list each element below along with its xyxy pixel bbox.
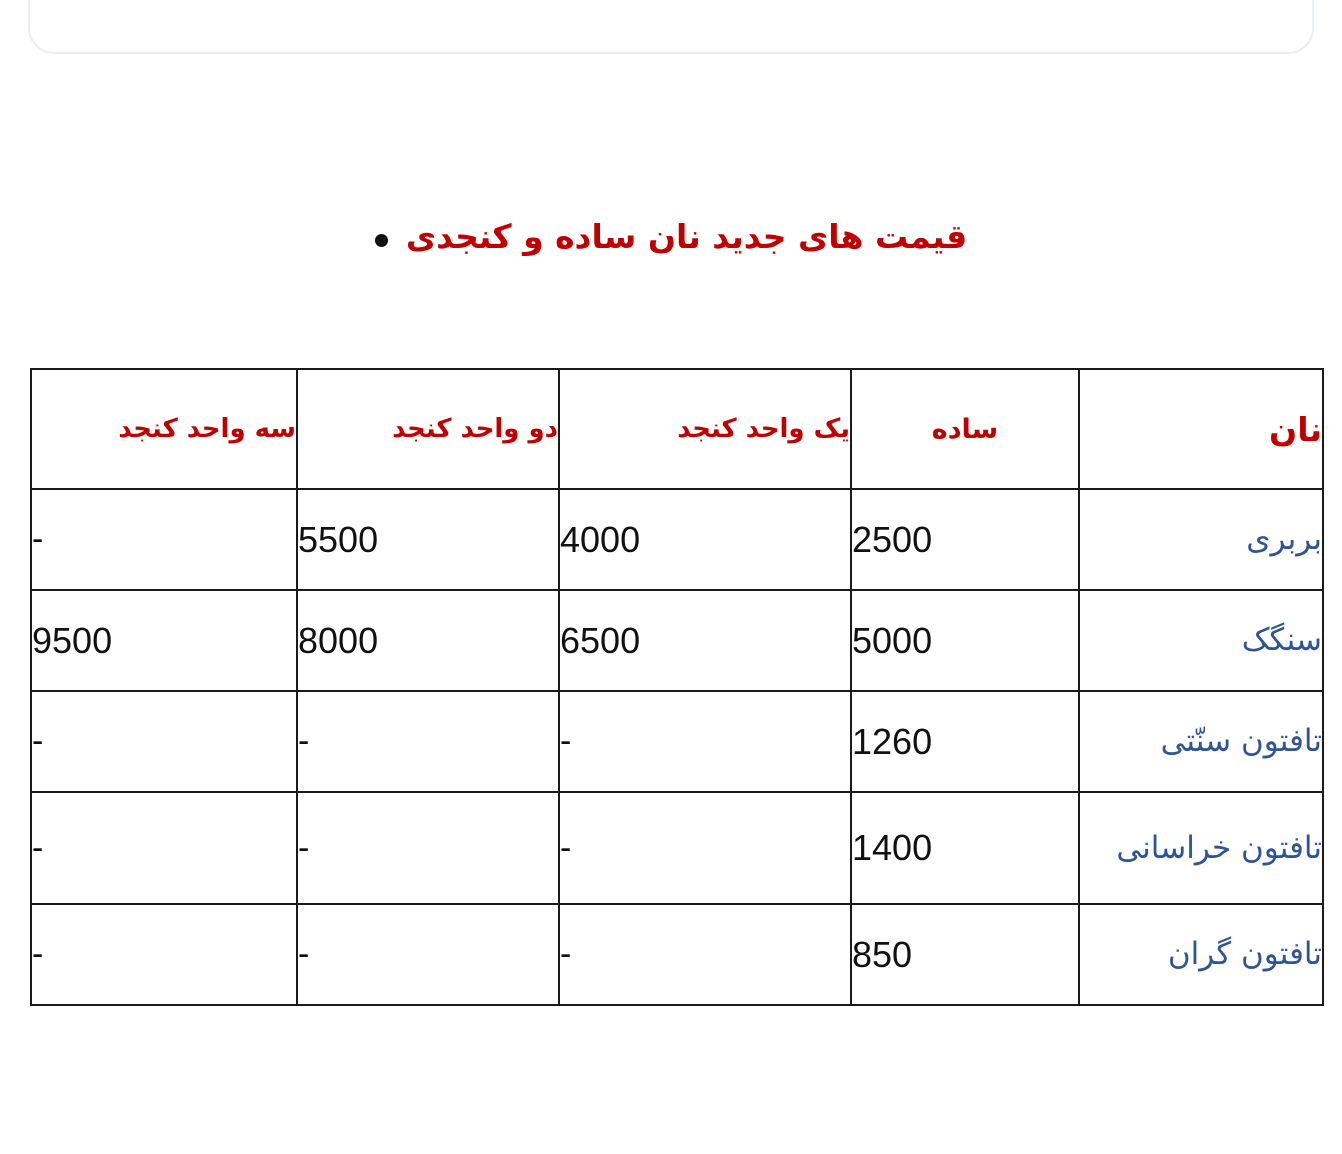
cell-plain-price: 1400 xyxy=(851,792,1079,904)
cell-plain-price: 1260 xyxy=(851,691,1079,792)
cell-two-unit-price: 8000 xyxy=(297,590,559,691)
table-row xyxy=(31,590,1323,691)
cell-two-unit-price: - xyxy=(297,691,559,792)
cell-three-unit-price: - xyxy=(31,691,297,792)
cell-bread-name: تافتون خراسانی xyxy=(1079,792,1323,904)
cell-two-unit-price: - xyxy=(297,904,559,1005)
table-header-row xyxy=(31,369,1323,489)
cell-plain-price: 850 xyxy=(851,904,1079,1005)
cell-bread-name: سنگک xyxy=(1079,590,1323,691)
table-body xyxy=(31,489,1323,1005)
heading xyxy=(40,214,1302,260)
cell-two-unit-price: 5500 xyxy=(297,489,559,590)
cell-one-unit-price: - xyxy=(559,792,851,904)
cell-three-unit-price: - xyxy=(31,904,297,1005)
column-header-three-unit: سه واحد کنجد xyxy=(31,369,297,489)
cell-plain-price: 5000 xyxy=(851,590,1079,691)
table-row xyxy=(31,792,1323,904)
bread-price-table xyxy=(30,368,1324,1006)
cell-three-unit-price: - xyxy=(31,489,297,590)
column-header-plain: ساده xyxy=(851,369,1079,489)
table-row xyxy=(31,904,1323,1005)
cell-three-unit-price: 9500 xyxy=(31,590,297,691)
bullet-point-icon xyxy=(375,234,388,247)
column-header-name: نان xyxy=(1079,369,1323,489)
cell-two-unit-price: - xyxy=(297,792,559,904)
page-border-decoration xyxy=(28,0,1314,54)
cell-bread-name: تافتون سنّتی xyxy=(1079,691,1323,792)
heading-text: قیمت های جدید نان ساده و کنجدی xyxy=(405,217,968,256)
table-row xyxy=(31,489,1323,590)
column-header-one-unit: یک واحد کنجد xyxy=(559,369,851,489)
table-row xyxy=(31,691,1323,792)
column-header-two-unit: دو واحد کنجد xyxy=(297,369,559,489)
cell-bread-name: تافتون گران xyxy=(1079,904,1323,1005)
cell-one-unit-price: 6500 xyxy=(559,590,851,691)
cell-one-unit-price: 4000 xyxy=(559,489,851,590)
cell-three-unit-price: - xyxy=(31,792,297,904)
cell-plain-price: 2500 xyxy=(851,489,1079,590)
cell-bread-name: بربری xyxy=(1079,489,1323,590)
table-header xyxy=(31,369,1323,489)
cell-one-unit-price: - xyxy=(559,691,851,792)
cell-one-unit-price: - xyxy=(559,904,851,1005)
